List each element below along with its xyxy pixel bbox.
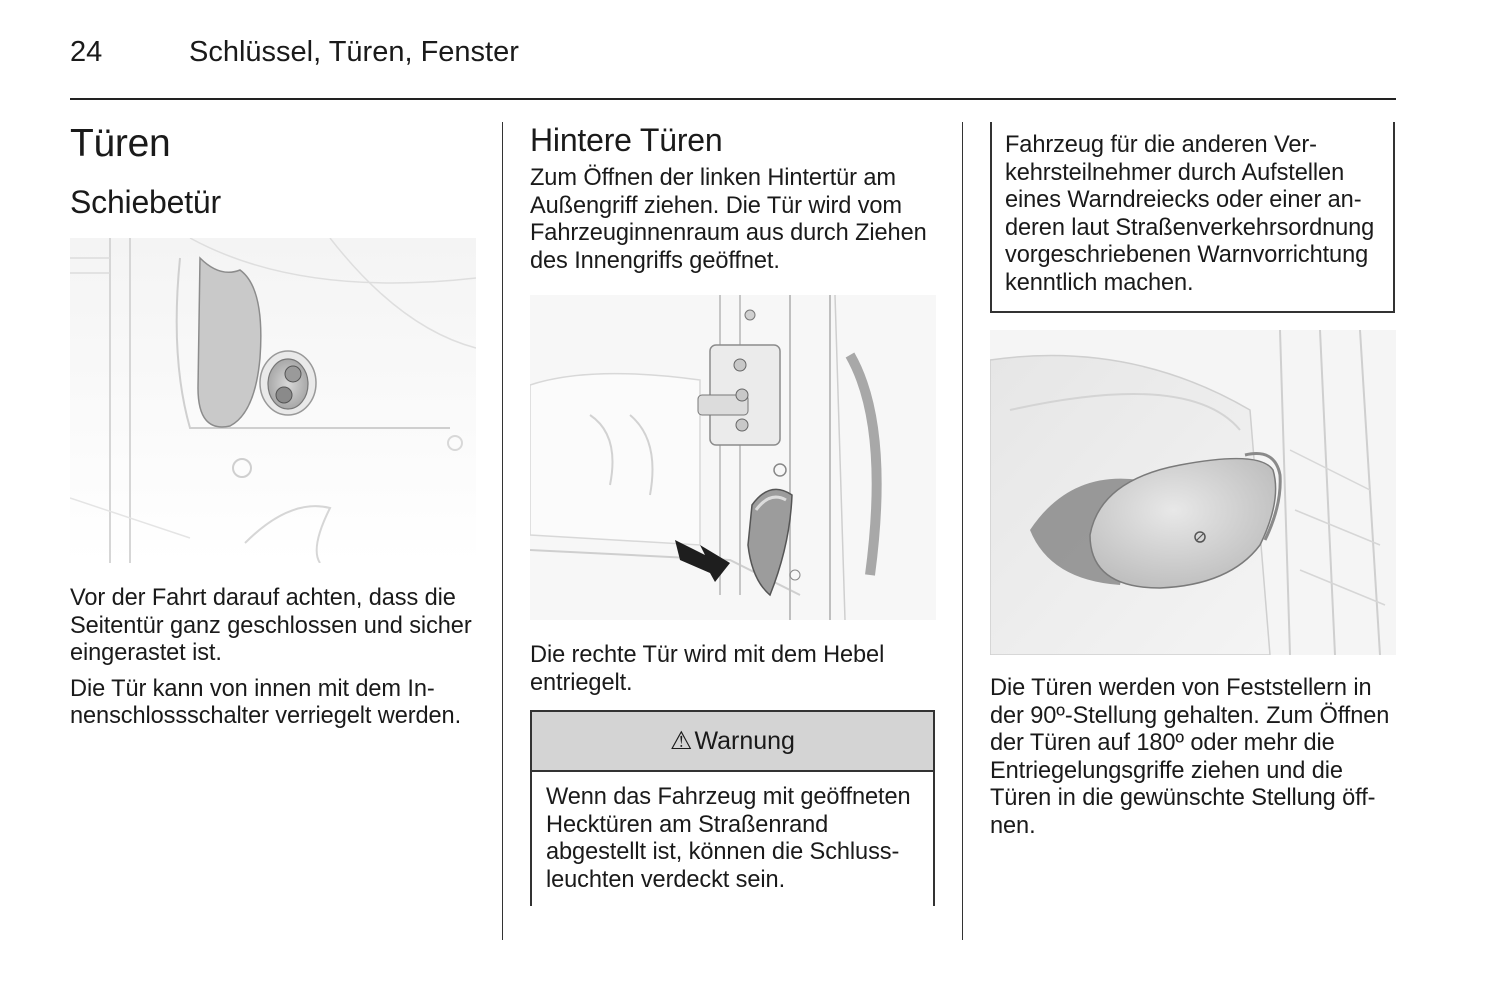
paragraph-door-stays: Die Türen werden von Feststellern in der 90º-Stellung gehalten. Zum Öffnen der Türen auf 180º oder mehr die Entriegelungsgriffe ziehen und die Türen in die gewünschte Stellung öffnen. bbox=[990, 675, 1390, 839]
paragraph-rear-doors-intro: Zum Öffnen der linken Hintertür am Außengriff ziehen. Die Tür wird vom Fahrzeuginnenraum aus durch Ziehen des Innengriffs geöffnet. bbox=[530, 165, 927, 274]
sliding-door-lock-illustration bbox=[70, 238, 476, 563]
running-title: Schlüssel, Türen, Fenster bbox=[189, 36, 519, 68]
warning-continued-box bbox=[990, 122, 1395, 313]
column-1 bbox=[70, 122, 480, 221]
warning-triangle-icon: ⚠ bbox=[670, 727, 693, 755]
warning-header bbox=[532, 712, 933, 772]
paragraph-door-closed: Vor der Fahrt darauf achten, dass die Seitentür ganz geschlossen und sicher eingerastet ist. bbox=[70, 585, 472, 666]
column-1-text bbox=[70, 585, 480, 731]
column-3-text bbox=[990, 675, 1400, 840]
paragraph-lever: Die rechte Tür wird mit dem Hebel entriegelt. bbox=[530, 642, 885, 696]
column-2-lower bbox=[530, 642, 935, 906]
column-divider-right bbox=[962, 122, 963, 940]
warning-box bbox=[530, 710, 935, 906]
column-2 bbox=[530, 122, 935, 275]
sliding-door-figure bbox=[70, 238, 476, 563]
warning-continued-text: Fahrzeug für die anderen Verkehrsteilnehmer durch Aufstellen eines Warndreiecks oder einer anderen laut Straßenverkehrsordnung vorgeschriebenen Warnvorrichtung kenntlich machen. bbox=[1005, 132, 1375, 296]
subsection-title-rear-doors: Hintere Türen bbox=[530, 122, 723, 158]
door-stay-illustration bbox=[990, 330, 1396, 655]
column-divider-left bbox=[502, 122, 503, 940]
warning-text: Wenn das Fahrzeug mit geöffneten Hecktüren am Straßenrand abgestellt ist, können die Schlussleuchten verdeckt sein. bbox=[546, 784, 911, 893]
section-title: Türen bbox=[70, 122, 171, 165]
rear-door-lever-illustration bbox=[530, 295, 936, 620]
subsection-title-sliding-door: Schiebetür bbox=[70, 184, 221, 220]
page-number: 24 bbox=[70, 36, 103, 68]
door-stay-figure bbox=[990, 330, 1396, 655]
warning-body bbox=[532, 772, 933, 904]
warning-title: Warnung bbox=[694, 726, 795, 755]
rear-door-figure bbox=[530, 295, 936, 620]
header-rule bbox=[70, 98, 1396, 100]
paragraph-inner-lock: Die Tür kann von innen mit dem Innenschlossschalter verriegelt werden. bbox=[70, 675, 462, 729]
